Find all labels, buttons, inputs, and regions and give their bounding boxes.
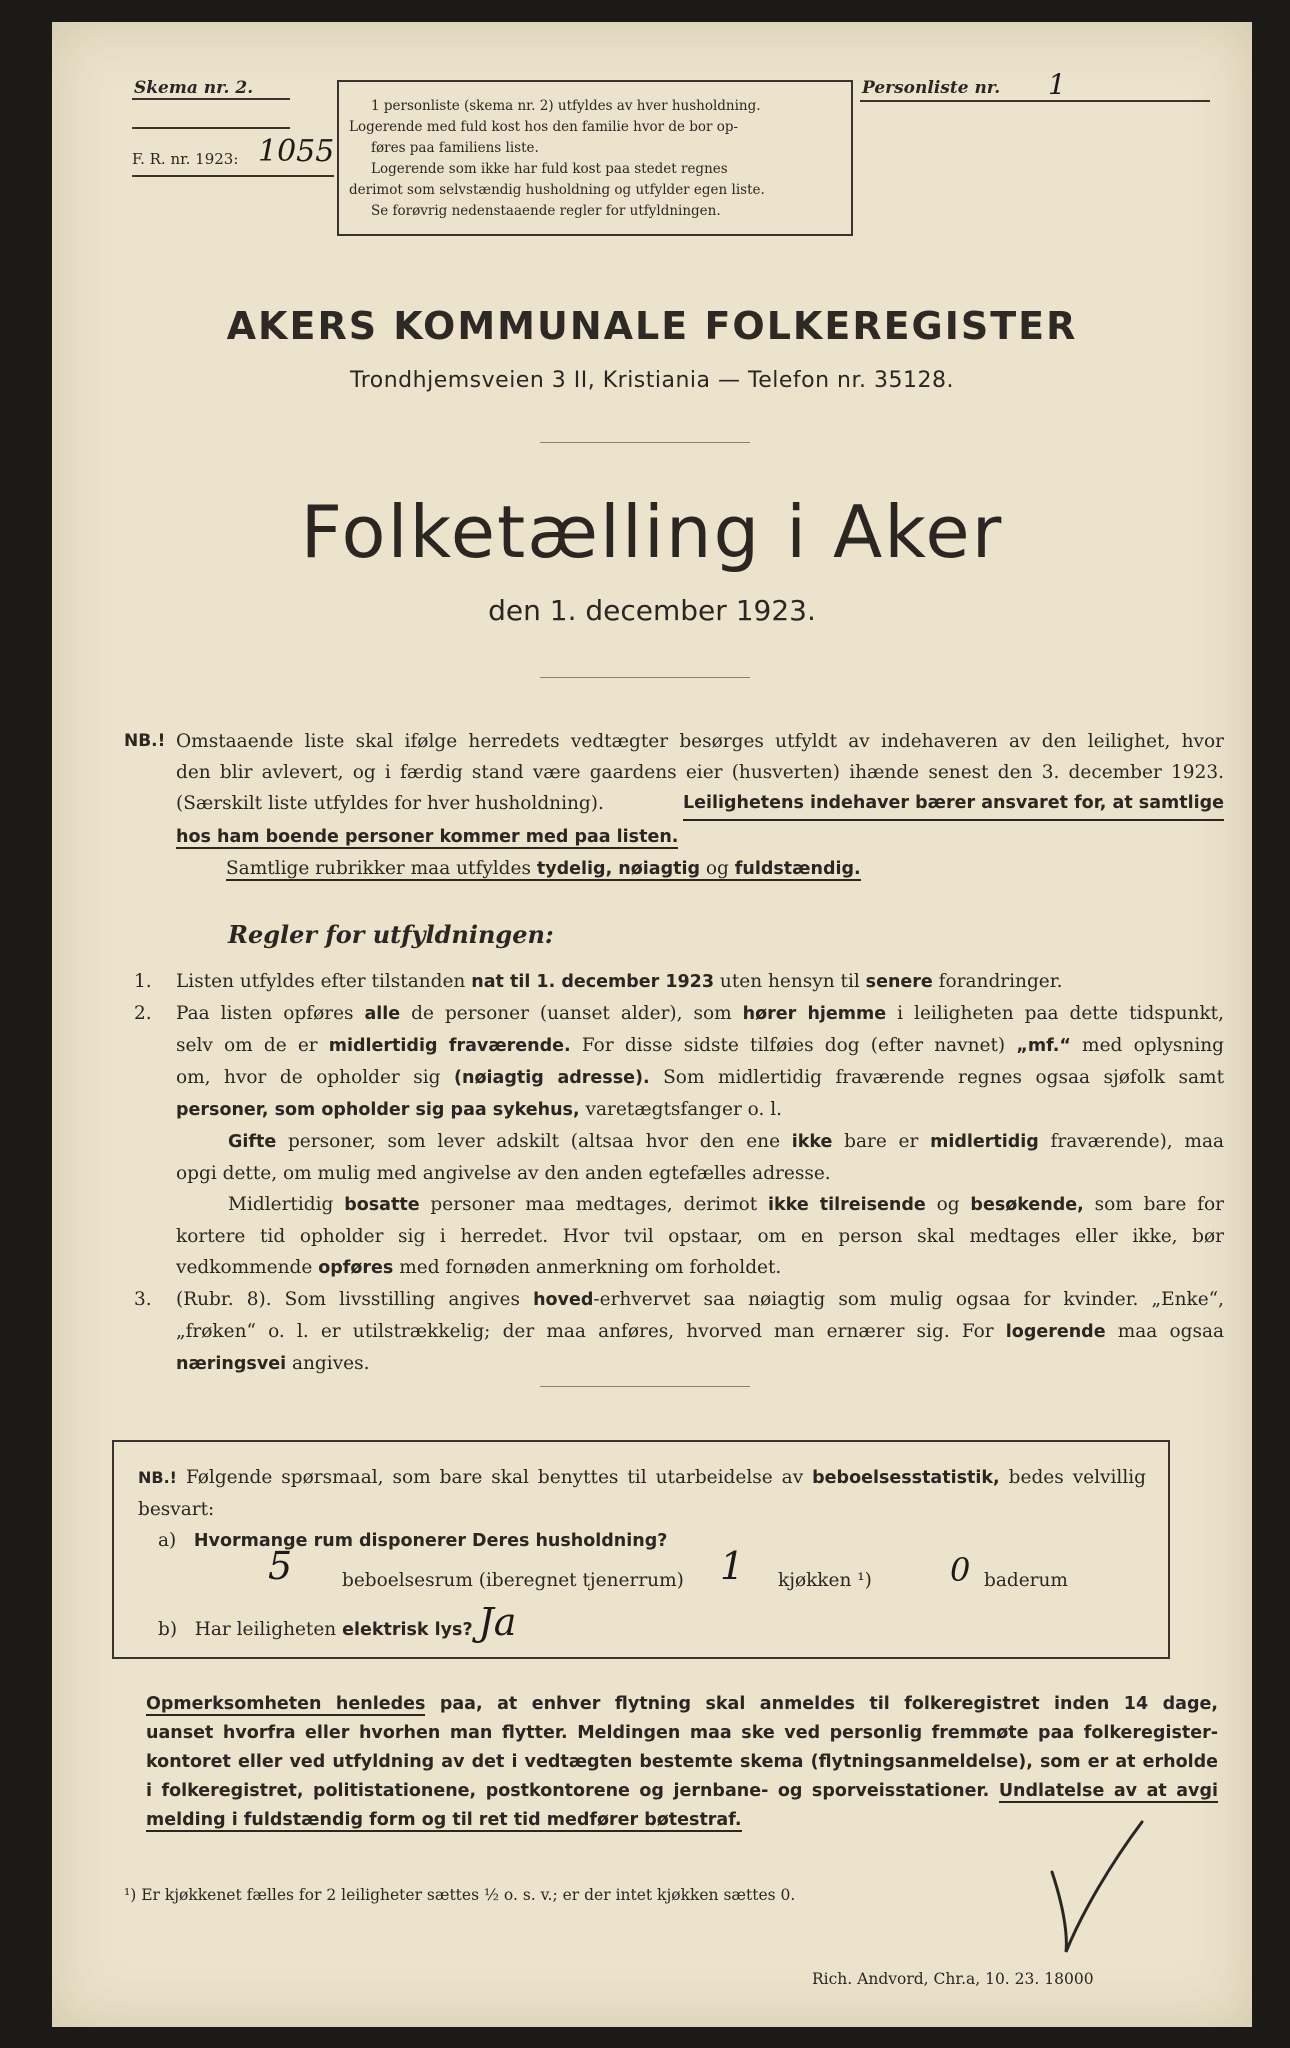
rule-emphasis: nat til 1. december 1923 [471, 972, 715, 992]
rule-emphasis: bosatte [344, 1195, 420, 1215]
rule-emphasis: (nøiagtig adresse). [454, 1068, 650, 1088]
rule-text: vedkommende [176, 1257, 319, 1278]
personliste-label: Personliste nr. [862, 78, 1001, 98]
rule-text: om, hvor de opholder sig [176, 1067, 455, 1088]
rule-emphasis: hører hjemme [742, 1004, 887, 1024]
rule-emphasis: ikke [791, 1132, 833, 1152]
rules-heading: Regler for utfyldningen: [228, 920, 554, 949]
rooms-label: beboelsesrum (iberegnet tjenerrum) [342, 1570, 684, 1591]
rule-emphasis: næringsvei [176, 1354, 287, 1374]
rule-text: forandringer. [932, 971, 1063, 992]
nb-emphasis: fuldstændig. [734, 859, 861, 879]
rule-text: -erhvervet saa nøiagtig som mulig ogsaa for kvinder. „Enke“, [593, 1289, 1224, 1310]
rule-text: som bare for [1083, 1194, 1224, 1215]
office-name: AKERS KOMMUNALE FOLKEREGISTER [226, 304, 1078, 348]
rule-text: kortere tid opholder sig i herredet. Hvor tvil opstaar, om en person skal medtages eller ikke, bør [176, 1226, 1224, 1247]
rule-text: personer maa medtages, derimot [419, 1194, 769, 1215]
rule-text: Paa listen opføres [176, 1003, 365, 1024]
notice-text: i folkeregistret, politistationene, postkontorene og jernbane- og sporveisstationer. [146, 1781, 999, 1801]
rule-text: maa ogsaa [1105, 1321, 1224, 1342]
nb-emphasis: hos ham boende personer kommer med paa listen. [176, 827, 679, 847]
fr-number-label: F. R. nr. 1923: [132, 150, 239, 168]
nb-emphasis: tydelig, nøiagtig [536, 859, 701, 879]
check-mark-icon [1042, 1812, 1152, 1962]
question-label: a) [158, 1530, 177, 1551]
infobox-line: 1 personliste (skema nr. 2) utfyldes av hver husholdning. [371, 98, 761, 114]
rule-text: fraværende), maa [1038, 1131, 1224, 1152]
notice-emphasis: Undlatelse av at avgi [998, 1781, 1218, 1801]
kitchen-answer: 1 [720, 1544, 745, 1588]
rules-list [134, 966, 1224, 1380]
rule-number: 2. [134, 1003, 152, 1024]
question-b-text: Har leiligheten [194, 1619, 343, 1640]
rule-emphasis: alle [364, 1004, 401, 1024]
skema-label: Skema nr. 2. [134, 78, 254, 98]
rule-number: 3. [134, 1289, 152, 1310]
rule-text: (Rubr. 8). Som livsstilling angives [176, 1289, 534, 1310]
notice-text: paa, at enhver flytning skal anmeldes til folkeregistret inden 14 dage, [425, 1694, 1218, 1714]
question-a-text: Hvormange rum disponerer Deres husholdning? [193, 1531, 668, 1551]
rule-text: bare er [832, 1131, 931, 1152]
nb2-emphasis: beboelsesstatistik, [812, 1468, 1000, 1488]
rule-emphasis: ikke tilreisende [768, 1195, 926, 1215]
nb2-text: besvart: [138, 1499, 215, 1520]
nb-line: Samtlige rubrikker maa utfyldes [226, 858, 531, 879]
rule-text: Som midlertidig fraværende regnes ogsaa sjøfolk samt [649, 1067, 1225, 1088]
nb-emphasis: Leilighetens indehaver bærer ansvaret for, at samtlige [683, 788, 1224, 821]
rule-text: og [925, 1194, 971, 1215]
page-title: Folketælling i Aker [300, 490, 1004, 574]
infobox-line: Se forøvrig nedenstaaende regler for utfyldningen. [371, 203, 721, 219]
nb2-text: bedes velvillig [999, 1467, 1146, 1488]
rule-text: i leiligheten paa dette tidspunkt, [886, 1003, 1224, 1024]
personliste-value: 1 [1048, 68, 1066, 101]
bathroom-label: baderum [984, 1570, 1068, 1591]
rule-text: varetægtsfanger o. l. [579, 1099, 783, 1120]
question-label: b) [158, 1619, 178, 1640]
rule-emphasis: personer, som opholder sig paa sykehus, [176, 1100, 580, 1120]
printer-imprint: Rich. Andvord, Chr.a, 10. 23. 18000 [812, 1970, 1094, 1988]
fr-number-value: 1055 [258, 134, 335, 169]
nb-line: (Særskilt liste utfyldes for hver husholdning). [176, 793, 604, 814]
question-b-emphasis: elektrisk lys? [342, 1620, 473, 1640]
instruction-box [337, 80, 853, 236]
infobox-line: Logerende som ikke har fuld kost paa stedet regnes [371, 161, 728, 177]
nb2-text: Følgende spørsmaal, som bare skal benyttes til utarbeidelse av [185, 1467, 813, 1488]
nb-section [124, 726, 1224, 885]
rule-text: opgi dette, om mulig med angivelse av den anden egtefælles adresse. [176, 1163, 831, 1184]
nb-line: den blir avlevert, og i færdig stand være gaardens eier (husverten) ihænde senest den 3. december 1923. [176, 762, 1224, 783]
rule-text: Listen utfyldes efter tilstanden [176, 971, 472, 992]
rule-text: med fornøden anmerkning om forholdet. [393, 1257, 782, 1278]
rule-emphasis: senere [865, 972, 933, 992]
rule-emphasis: midlertidig [930, 1132, 1039, 1152]
infobox-line: føres paa familiens liste. [371, 140, 539, 156]
office-address: Trondhjemsveien 3 II, Kristiania — Telefon nr. 35128. [350, 368, 954, 393]
rule-emphasis: hoved [533, 1290, 594, 1310]
rule-text: med oplysning [1070, 1035, 1224, 1056]
census-date: den 1. december 1923. [488, 594, 816, 627]
rule-text: For disse sidste tilføies dog (efter navnet) [570, 1035, 1017, 1056]
notice-emphasis: melding i fuldstændig form og til ret tid medfører bøtestraf. [146, 1810, 742, 1830]
housing-questions-box [112, 1440, 1170, 1659]
infobox-line: Logerende med fuld kost hos den familie hvor de bor op- [349, 119, 739, 135]
rule-text: selv om de er [176, 1035, 329, 1056]
rooms-answer: 5 [268, 1544, 293, 1588]
kitchen-label: kjøkken ¹) [778, 1570, 872, 1591]
nb-line: og [705, 858, 729, 879]
rule-emphasis: Gifte [228, 1132, 277, 1152]
rule-text: angives. [286, 1353, 370, 1374]
electric-light-answer: Ja [478, 1600, 517, 1644]
census-form-page [52, 22, 1252, 2027]
notice-emphasis: Opmerksomheten henledes [146, 1694, 426, 1714]
rule-text: uten hensyn til [714, 971, 866, 992]
rule-text: de personer (uanset alder), som [400, 1003, 743, 1024]
nb2-label: NB.! [138, 1468, 177, 1487]
rule-text: Midlertidig [228, 1194, 345, 1215]
rule-text: „frøken“ o. l. er utilstrækkelig; der maa anføres, hvorved man ernærer sig. For [176, 1321, 1006, 1342]
infobox-line: derimot som selvstændig husholdning og utfylder egen liste. [349, 182, 765, 198]
rule-text: personer, som lever adskilt (altsaa hvor den ene [276, 1131, 792, 1152]
footnote: ¹) Er kjøkkenet fælles for 2 leiligheter sættes ½ o. s. v.; er der intet kjøkken sættes 0. [124, 1886, 796, 1904]
notice-text: kontoret eller ved utfyldning av det i vedtægten bestemte skema (flytningsanmeldelse), som er at erholde [146, 1752, 1218, 1772]
rule-emphasis: besøkende, [970, 1195, 1084, 1215]
nb-line: Omstaaende liste skal ifølge herredets vedtægter besørges utfyldt av indehaveren av den leilighet, hvor [176, 731, 1224, 752]
notice-text: uanset hvorfra eller hvorhen man flytter. Meldingen maa ske ved personlig fremmøte paa folkeregister- [146, 1723, 1218, 1743]
rule-emphasis: logerende [1005, 1322, 1106, 1342]
rule-emphasis: „mf.“ [1016, 1036, 1071, 1056]
nb-label: NB.! [124, 731, 166, 751]
rule-emphasis: opføres [318, 1258, 394, 1278]
rule-number: 1. [134, 971, 152, 992]
rule-emphasis: midlertidig fraværende. [328, 1036, 571, 1056]
bathroom-answer: 0 [950, 1551, 971, 1589]
